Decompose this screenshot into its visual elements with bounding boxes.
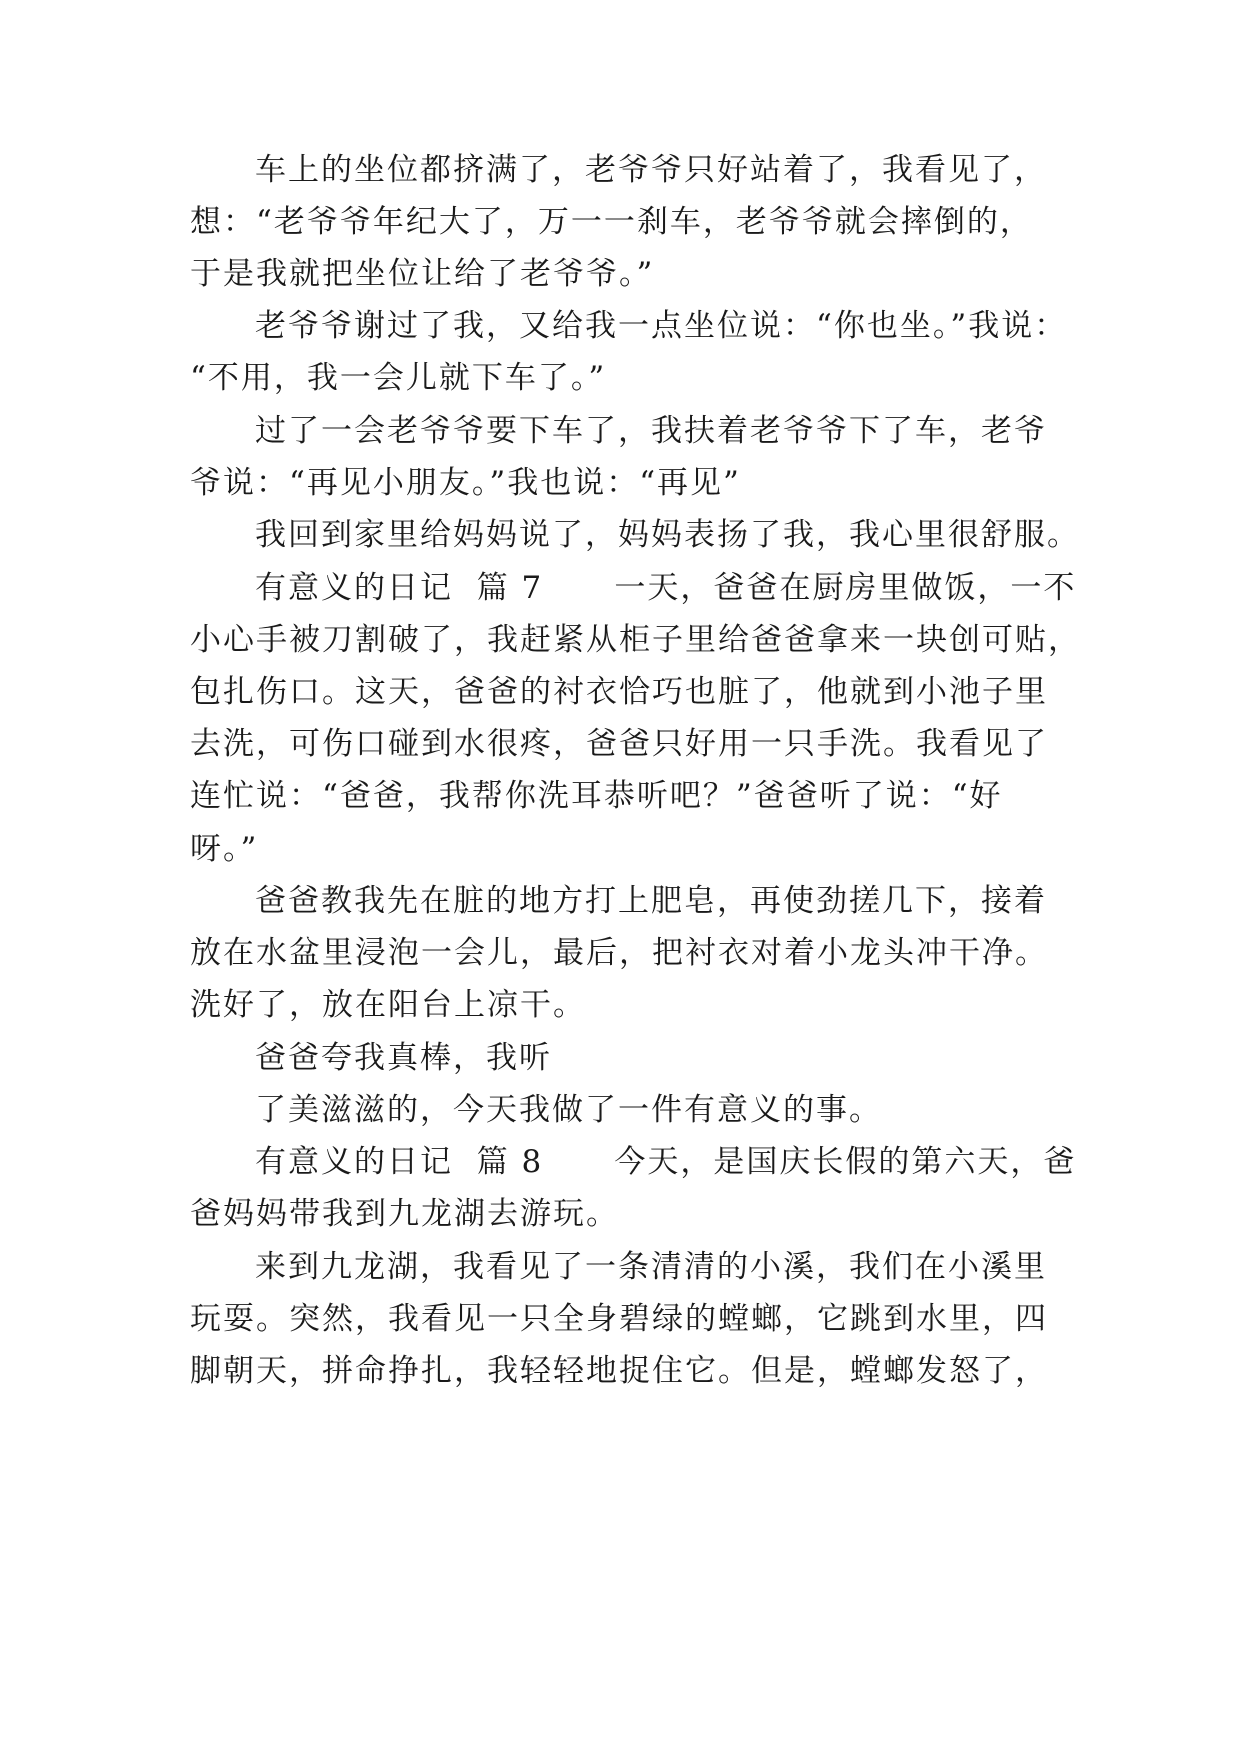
text-line: 于是我就把坐位让给了老爷爷。”: [190, 256, 655, 292]
text-line: 爸爸教我先在脏的地方打上肥皂，再使劲搓几下，接着: [255, 883, 1047, 919]
text-line: 来到九龙湖，我看见了一条清清的小溪，我们在小溪里: [255, 1249, 1047, 1285]
text-line: “不用，我一会儿就下车了。”: [190, 360, 607, 396]
text-line: 车上的坐位都挤满了，老爷爷只好站着了，我看见了，: [255, 152, 1047, 188]
text-line: 放在水盆里浸泡一会儿，最后，把衬衣对着小龙头冲干净。: [190, 935, 1048, 971]
text-line: 爸妈妈带我到九龙湖去游玩。: [190, 1196, 619, 1232]
entry-heading-line: 有意义的日记 篇 8 今天，是国庆长假的第六天，爸: [255, 1144, 1077, 1180]
text-line: 去洗，可伤口碰到水很疼，爸爸只好用一只手洗。我看见了: [190, 726, 1048, 762]
text-line: 脚朝天，拼命挣扎，我轻轻地捉住它。但是，螳螂发怒了，: [190, 1353, 1048, 1389]
text-line: 连忙说：“爸爸，我帮你洗耳恭听吧？”爸爸听了说：“好: [190, 778, 1003, 814]
text-line: 包扎伤口。这天，爸爸的衬衣恰巧也脏了，他就到小池子里: [190, 674, 1048, 710]
text-line: 爸爸夸我真棒，我听: [255, 1040, 552, 1076]
text-line: 想：“老爷爷年纪大了，万一一刹车，老爷爷就会摔倒的，: [190, 204, 1033, 240]
text-line: 过了一会老爷爷要下车了，我扶着老爷爷下了车，老爷: [255, 413, 1047, 449]
text-line: 玩耍。突然，我看见一只全身碧绿的螳螂，它跳到水里，四: [190, 1301, 1048, 1337]
text-line: 爷说：“再见小朋友。”我也说：“再见”: [190, 465, 741, 501]
entry-heading-line: 有意义的日记 篇 7 一天，爸爸在厨房里做饭，一不: [255, 570, 1077, 606]
text-line: 洗好了，放在阳台上凉干。: [190, 987, 586, 1023]
text-line: 了美滋滋的，今天我做了一件有意义的事。: [255, 1092, 882, 1128]
text-line: 呀。”: [190, 831, 259, 867]
text-line: 我回到家里给妈妈说了，妈妈表扬了我，我心里很舒服。: [255, 517, 1080, 553]
text-line: 老爷爷谢过了我，又给我一点坐位说：“你也坐。”我说：: [255, 308, 1068, 344]
text-line: 小心手被刀割破了，我赶紧从柜子里给爸爸拿来一块创可贴，: [190, 622, 1081, 658]
